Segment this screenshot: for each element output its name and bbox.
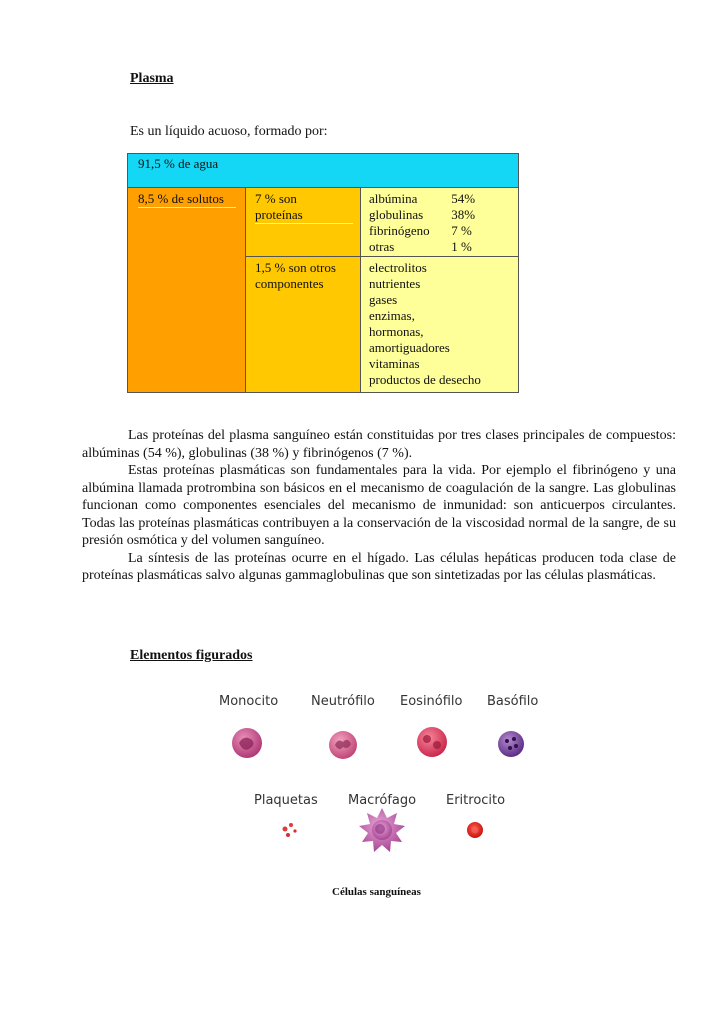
plasma-intro: Es un líquido acuoso, formado por: (130, 124, 328, 139)
plasma-heading: Plasma (130, 71, 174, 86)
others-label-line2: componentes (255, 276, 324, 291)
protein-row (369, 191, 510, 207)
protein-row (369, 223, 510, 239)
label-plaquetas: Plaquetas (254, 793, 318, 808)
label-eosinofilo: Eosinófilo (400, 694, 463, 709)
protein-name: otras (369, 239, 395, 254)
label-basofilo: Basófilo (487, 694, 539, 709)
basofilo-cell (498, 731, 524, 757)
protein-pct: 1 % (451, 239, 472, 254)
paragraph: Las proteínas del plasma sanguíneo están constituidas por tres clases principales de compuestos: albúminas (54 %), globulinas (38 %) y fibrinógenos (7 %). (82, 428, 676, 461)
eritrocito-cell (467, 822, 483, 838)
label-eritrocito: Eritrocito (446, 793, 506, 808)
other-component: amortiguadores (369, 340, 450, 355)
protein-pct: 7 % (451, 223, 472, 238)
eosinofilo-cell (417, 727, 447, 757)
protein-name: globulinas (369, 207, 424, 222)
proteins-label-line1: 7 % son (255, 191, 297, 206)
macrofago-cell (359, 808, 405, 852)
protein-pct: 54% (451, 191, 476, 206)
plaquetas-cell (283, 823, 297, 837)
water-label: 91,5 % de agua (138, 156, 219, 171)
proteins-label-cell (245, 187, 361, 257)
other-component: electrolitos (369, 260, 427, 275)
figure-caption: Células sanguíneas (332, 886, 421, 898)
other-component: hormonas, (369, 324, 424, 339)
solutes-label: 8,5 % de solutos (138, 191, 224, 206)
protein-paragraphs (82, 427, 676, 585)
paragraph: La síntesis de las proteínas ocurre en el hígado. Las células hepáticas producen toda clase de proteínas plasmáticas salvo algunas gammaglobulinas que son sintetizadas por las células plasmáticas. (82, 550, 676, 583)
other-component: enzimas, (369, 308, 415, 323)
protein-name: albúmina (369, 191, 418, 206)
others-list-cell (360, 256, 519, 393)
other-component: productos de desecho (369, 372, 481, 387)
neutrofilo-cell (329, 731, 357, 759)
label-macrofago: Macrófago (348, 793, 417, 808)
others-label-line1: 1,5 % son otros (255, 260, 336, 275)
solutes-cell (127, 187, 246, 393)
proteins-label-line2: proteínas (255, 207, 303, 222)
other-component: vitaminas (369, 356, 420, 371)
other-component: gases (369, 292, 398, 307)
other-component: nutrientes (369, 276, 421, 291)
others-label-cell (245, 256, 361, 393)
protein-pct: 38% (451, 207, 476, 222)
solutes-divider (138, 207, 236, 208)
protein-row (369, 239, 510, 255)
paragraph: Estas proteínas plasmáticas son fundamentales para la vida. Por ejemplo el fibrinógeno y una albúmina llamada protrombina son básicos en el mecanismo de coagulación de la sangre. Las globulinas funcionan como componentes esenciales del mecanismo de inmunidad: son anticuerpos circulantes. Todas las proteínas plasmáticas contribuyen a la conservación de la viscosidad normal de la sangre, de su presión osmótica y del volumen sanguíneo. (82, 463, 676, 548)
label-monocito: Monocito (219, 694, 279, 709)
monocito-cell (232, 728, 262, 758)
blood-cells-figure (196, 683, 556, 873)
protein-name: fibrinógeno (369, 223, 430, 238)
elementos-figurados-heading: Elementos figurados (130, 648, 253, 663)
blood-cells-illustration (196, 683, 556, 873)
protein-row (369, 207, 510, 223)
protein-list-cell (360, 187, 519, 257)
water-cell (127, 153, 519, 188)
proteins-divider (255, 223, 353, 224)
label-neutrofilo: Neutrófilo (311, 694, 375, 709)
